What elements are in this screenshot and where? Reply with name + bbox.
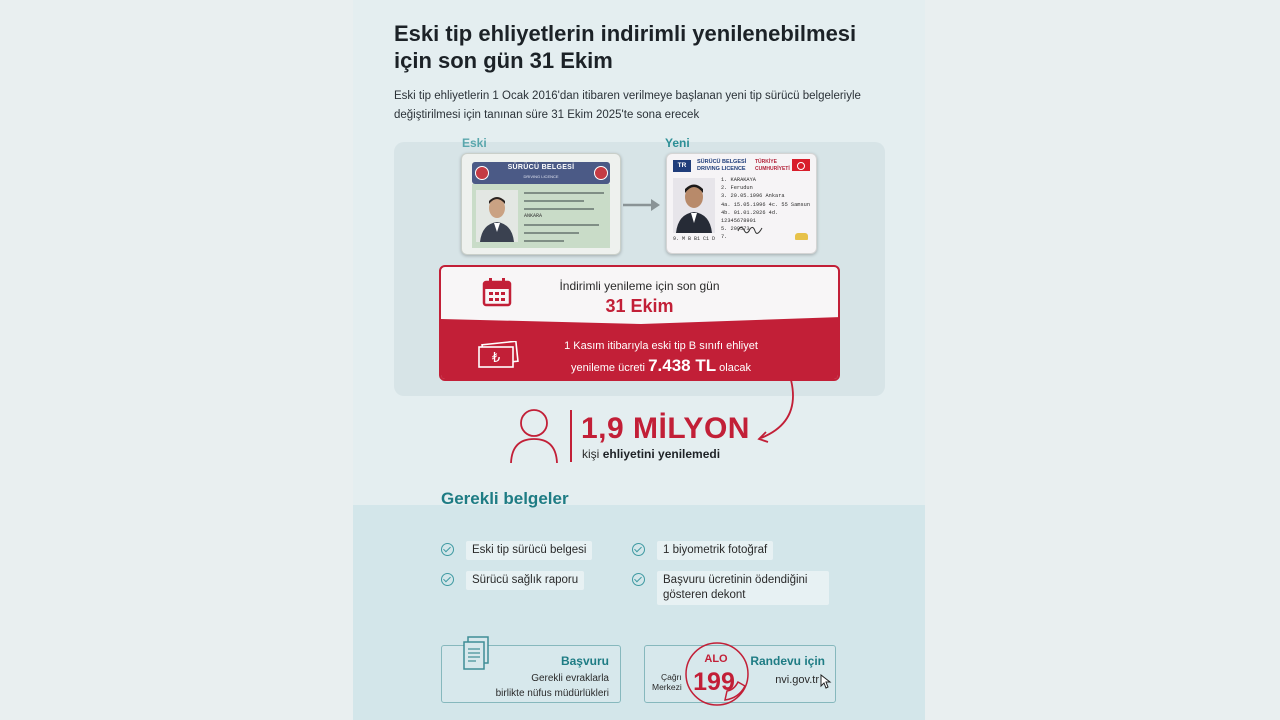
fee-amount: 7.438 TL — [648, 356, 717, 375]
new-card-field: 1. KARAKAYA — [721, 177, 756, 183]
new-card-field: 3. 20.05.1996 Ankara — [721, 193, 785, 200]
requirement-item — [441, 541, 592, 560]
fee-text — [501, 337, 821, 378]
requirement-label: Sürücü sağlık raporu — [466, 571, 584, 590]
stat-divider — [570, 410, 572, 462]
emblem-right-icon — [594, 166, 608, 180]
curved-arrow-icon — [753, 378, 803, 444]
turkish-flag-icon — [792, 159, 810, 171]
appointment-title: Randevu için — [750, 654, 825, 668]
check-icon — [441, 543, 454, 556]
requirements-title: Gerekli belgeler — [441, 489, 569, 508]
document-icon — [462, 636, 490, 672]
requirement-item — [441, 571, 584, 590]
check-icon — [441, 573, 454, 586]
old-license-card — [461, 153, 621, 255]
alo-text: ALO — [704, 653, 728, 665]
old-card-line — [524, 192, 604, 194]
deadline-box — [439, 265, 840, 381]
old-card-city: ANKARA — [524, 213, 543, 219]
old-card-line — [524, 232, 579, 234]
call-center-line2: Merkezi — [652, 682, 682, 692]
old-card-line — [524, 200, 584, 202]
fee-text-line1: 1 Kasım itibarıyla eski tip B sınıfı ehliyet — [564, 340, 758, 352]
fee-text-line3: olacak — [719, 362, 751, 374]
requirement-item — [632, 541, 773, 560]
signature-icon — [737, 223, 763, 235]
check-icon — [632, 543, 645, 556]
requirement-label: Başvuru ücretinin ödendiğini gösteren dekont — [657, 571, 829, 605]
old-card-subtitle: DRIVING LICENCE — [523, 174, 559, 179]
new-card-title — [697, 159, 746, 173]
new-card-footer: 9. M B B1 C1 D — [673, 236, 716, 242]
car-icon — [795, 233, 808, 240]
lead-paragraph: Eski tip ehliyetlerin 1 Ocak 2016'dan itibaren verilmeye başlanan yeni tip sürücü belgeleriyle değiştirilmesi için tanınan süre 31 Ekim 2025'te sona erecek — [394, 90, 861, 121]
old-card-photo — [476, 190, 518, 242]
person-icon — [508, 406, 560, 464]
check-icon — [632, 573, 645, 586]
old-card-header — [472, 162, 610, 184]
old-card-line — [524, 224, 599, 226]
cursor-icon — [820, 674, 832, 689]
new-card-fields — [721, 176, 816, 242]
appointment-box — [644, 645, 836, 703]
new-card-title-line2: DRIVING LICENCE — [697, 166, 746, 172]
new-card-title-line1: SÜRÜCÜ BELGESİ — [697, 159, 747, 165]
headline: Eski tip ehliyetlerin indirimli yenilenebilmesi için son gün 31 Ekim — [394, 21, 857, 73]
new-card-field: 2. Ferudun — [721, 185, 753, 192]
application-title: Başvuru — [560, 654, 609, 668]
call-center-line1: Çağrı — [660, 672, 682, 682]
old-card-title: SÜRÜCÜ BELGESİ — [507, 164, 575, 171]
emblem-left-icon — [475, 166, 489, 180]
new-card-field: 4b. 01.01.2026 4d. 12345678901 — [721, 209, 779, 225]
fee-text-line2: yenileme ücreti — [571, 362, 645, 374]
appointment-website[interactable]: nvi.gov.tr — [775, 674, 819, 686]
requirement-label: Eski tip sürücü belgesi — [466, 541, 592, 560]
new-card-country-line1: TÜRKİYE — [755, 159, 777, 165]
new-card-photo — [673, 178, 715, 233]
new-license-label: Yeni — [665, 136, 690, 150]
old-license-label: Eski — [462, 136, 487, 150]
new-card-country — [755, 159, 790, 173]
svg-text:₺: ₺ — [491, 351, 501, 366]
new-license-card — [666, 153, 817, 254]
application-text-line2: birlikte nüfus müdürlükleri — [495, 688, 609, 699]
old-card-line — [524, 208, 594, 210]
deadline-label: İndirimli yenileme için son gün — [559, 279, 720, 293]
infographic — [353, 0, 925, 720]
arrow-right-icon — [622, 197, 662, 213]
unrenewed-caption — [582, 447, 720, 461]
application-text — [496, 671, 609, 701]
old-card-line — [524, 240, 564, 242]
requirement-label: 1 biyometrik fotoğraf — [657, 541, 773, 560]
unrenewed-caption-prefix: kişi — [582, 447, 600, 461]
new-card-field: 4a. 15.05.1996 4c. 55 Samsun — [721, 201, 811, 208]
unrenewed-caption-bold: ehliyetini yenilemedi — [602, 447, 721, 461]
requirement-item — [632, 571, 829, 605]
new-card-country-line2: CUMHURİYETİ — [755, 166, 790, 172]
application-text-line1: Gerekli evraklarla — [531, 673, 609, 684]
lower-panel — [353, 505, 925, 720]
alo-199-phone-icon — [685, 640, 751, 708]
deadline-date: 31 Ekim — [605, 296, 674, 316]
deadline-text — [441, 279, 838, 317]
new-card-field: 7. — [721, 234, 728, 241]
call-center-label — [652, 672, 682, 692]
country-code-badge: TR — [673, 160, 691, 172]
application-box — [441, 645, 621, 703]
new-card-field: 5. 209573 — [721, 226, 750, 233]
alo-number: 199 — [693, 668, 735, 696]
unrenewed-count: 1,9 MİLYON — [581, 412, 750, 445]
